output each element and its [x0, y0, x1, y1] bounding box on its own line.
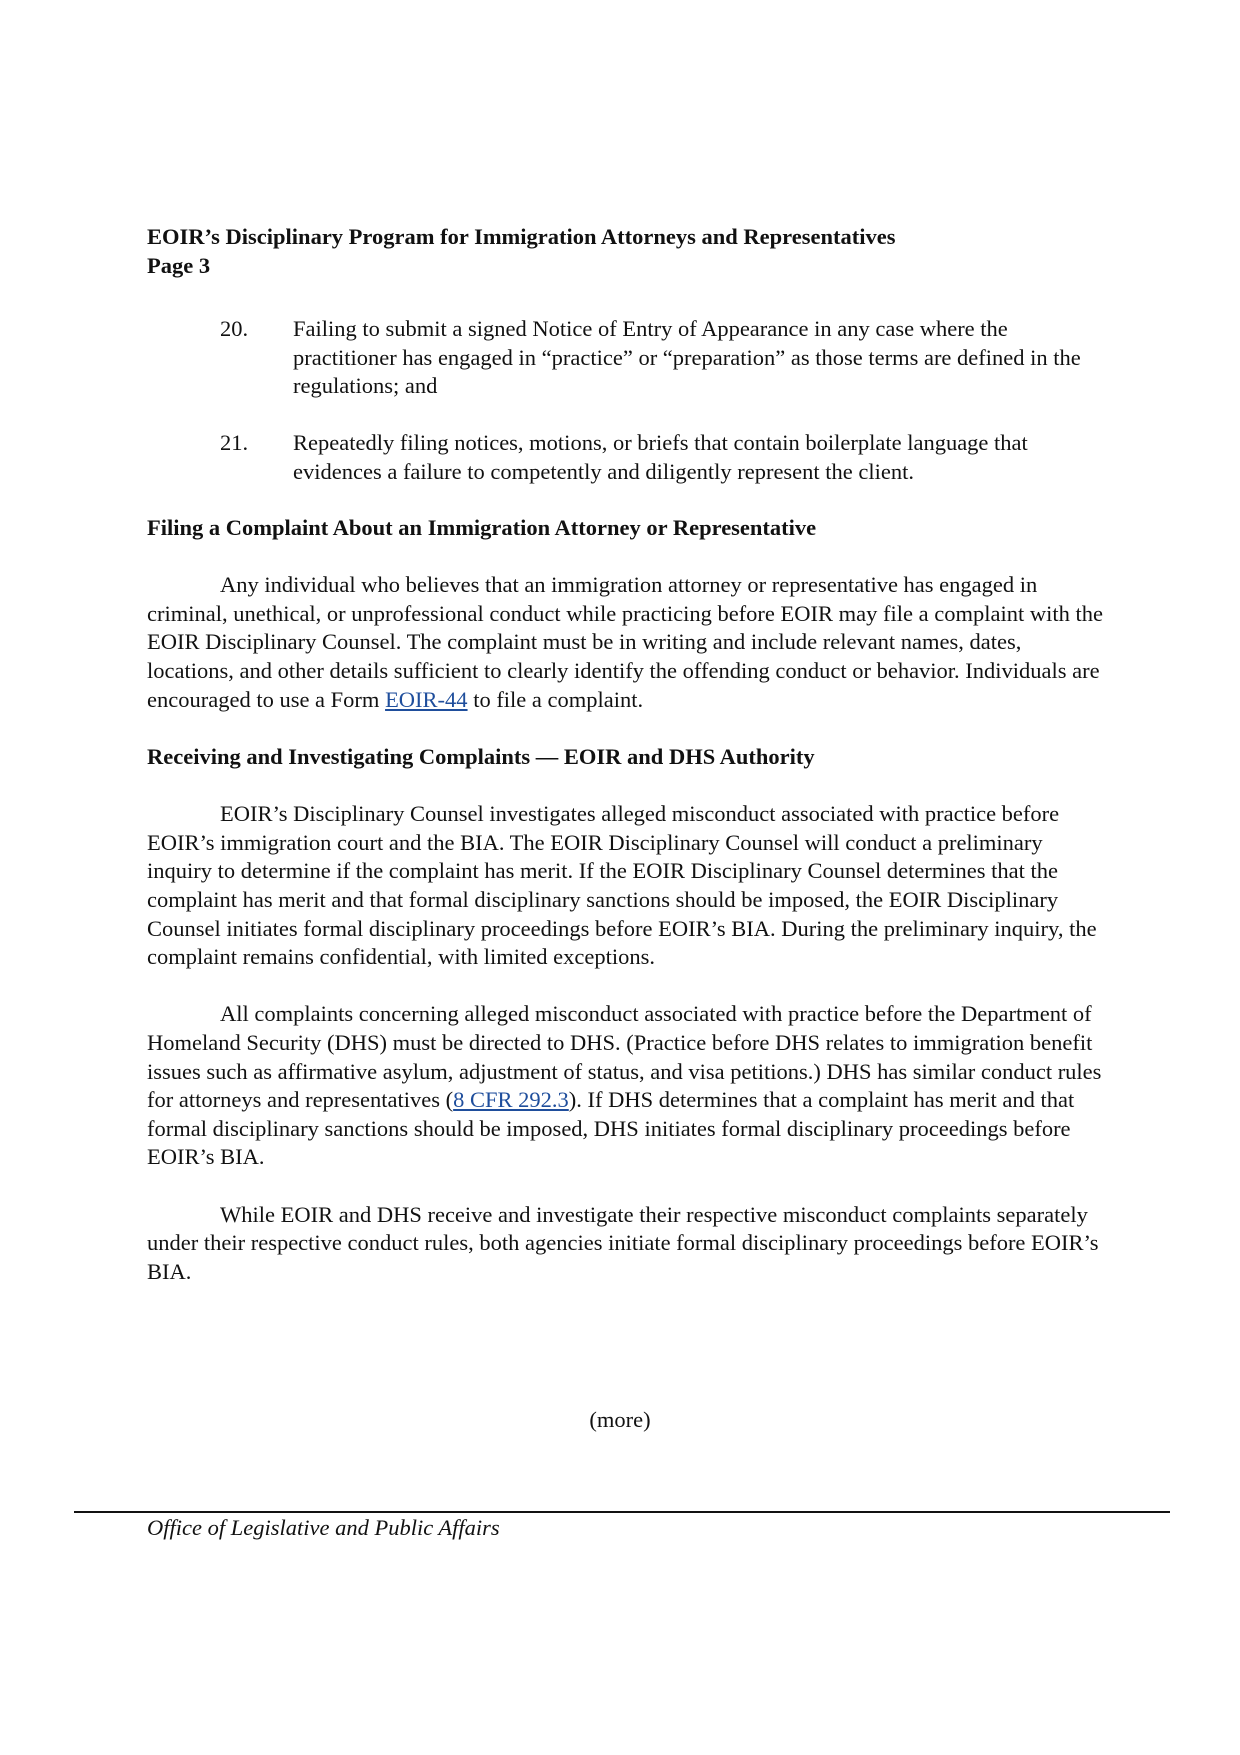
paragraph: While EOIR and DHS receive and investigate their respective misconduct complaints separately under their respective conduct rules, both agencies initiate formal disciplinary proceedings before EOIR’s BIA.	[147, 1201, 1099, 1284]
list-item	[147, 315, 1107, 401]
paragraph	[147, 1000, 1107, 1172]
list-item-text: Failing to submit a signed Notice of Entry of Appearance in any case where the practitioner has engaged in “practice” or “preparation” as those terms are defined in the regulations; and	[293, 316, 1081, 399]
list-item-text: Repeatedly filing notices, motions, or briefs that contain boilerplate language that evidences a failure to competently and diligently represent the client.	[293, 430, 1028, 484]
paragraph-text: to file a complaint.	[467, 686, 644, 712]
eoir-44-form-link[interactable]: EOIR-44	[385, 686, 468, 712]
paragraph-text: ). If DHS determines that a complaint has merit and that formal disciplinary sanctions should be imposed, DHS initiates formal disciplinary proceedings before EOIR’s BIA.	[147, 1087, 1075, 1170]
paragraph-text: Any individual who believes that an immigration attorney or representative has engaged in criminal, unethical, or unprofessional conduct while practicing before EOIR may file a complaint with the EOIR Disciplinary Counsel. The complaint must be in writing and include relevant names, dates, locations, and other details sufficient to clearly identify the offending conduct or behavior. Individuals are encouraged to use a Form	[147, 572, 1103, 712]
paragraph-text: All complaints concerning alleged misconduct associated with practice before the Department of Homeland Security (DHS) must be directed to DHS. (Practice before DHS relates to immigration benefit issues such as affirmative asylum, adjustment of status, and visa petitions.) DHS has similar conduct rules for attorneys and representatives (	[147, 1001, 1102, 1113]
document-title: EOIR’s Disciplinary Program for Immigration Attorneys and Representatives	[147, 224, 896, 249]
page-number: Page 3	[147, 253, 211, 278]
section-heading: Receiving and Investigating Complaints — EOIR and DHS Authority	[147, 744, 815, 769]
page-header	[147, 222, 1107, 280]
section-heading: Filing a Complaint About an Immigration Attorney or Representative	[147, 515, 817, 540]
list-item-number: 20.	[220, 316, 249, 341]
more-indicator: (more)	[589, 1407, 651, 1432]
cfr-292-3-link[interactable]: 8 CFR 292.3	[453, 1087, 569, 1113]
footer-office: Office of Legislative and Public Affairs	[147, 1515, 500, 1540]
paragraph	[147, 571, 1107, 714]
footer-divider	[74, 1511, 1170, 1513]
receiving-complaints-section	[147, 743, 1107, 1286]
numbered-list	[147, 315, 1107, 515]
filing-complaint-section	[147, 514, 1107, 714]
paragraph: EOIR’s Disciplinary Counsel investigates alleged misconduct associated with practice before EOIR’s immigration court and the BIA. The EOIR Disciplinary Counsel will conduct a preliminary inquiry to determine if the complaint has merit. If the EOIR Disciplinary Counsel determines that the complaint has merit and that formal disciplinary sanctions should be imposed, the EOIR Disciplinary Counsel initiates formal disciplinary proceedings before EOIR’s BIA. During the preliminary inquiry, the complaint remains confidential, with limited exceptions.	[147, 801, 1097, 970]
list-item-number: 21.	[220, 430, 249, 456]
list-item	[147, 429, 1107, 486]
